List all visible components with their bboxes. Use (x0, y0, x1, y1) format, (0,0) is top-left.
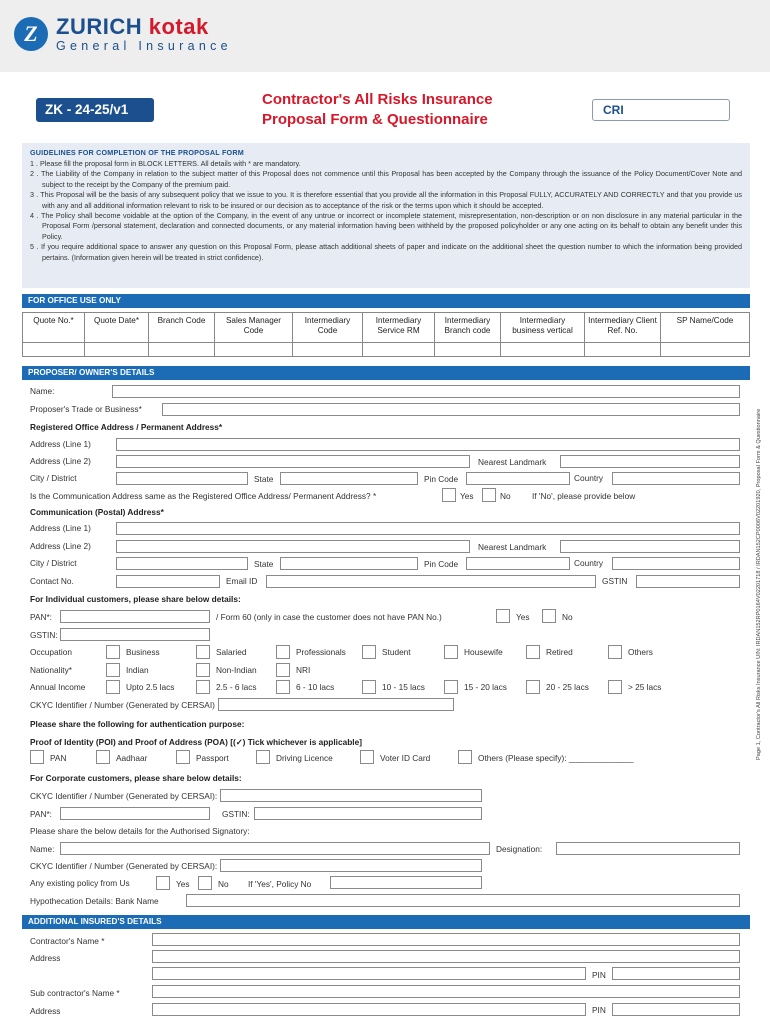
contact-label: Contact No. (30, 576, 74, 586)
form-title (262, 90, 493, 130)
col-business-vertical: Intermediary business vertical (501, 313, 585, 343)
reg-country-field[interactable] (612, 472, 740, 485)
inc-option: > 25 lacs (628, 682, 662, 692)
col-service-rm: Intermediary Service RM (363, 313, 435, 343)
poi-heading: Proof of Identity (POI) and Proof of Address (POA) [(✓) Tick whichever is applicable] (30, 737, 362, 747)
office-use-table (22, 312, 750, 357)
individual-heading: For Individual customers, please share below details: (30, 594, 241, 604)
poi-aadhaar-checkbox[interactable] (96, 750, 110, 764)
auth-heading: Please share the following for authentication purpose: (30, 719, 245, 729)
existing-yes-checkbox[interactable] (156, 876, 170, 890)
yes-label: Yes (176, 879, 190, 889)
occupation-label: Occupation (30, 647, 72, 657)
sig-ckyc-field[interactable] (220, 859, 482, 872)
side-footer-text: Page 1, Contractor's All Risks Insurance UIN: IRDAN152RP0164V02201718 / IRDAN152CP0006V02201920, Proposal Form & Questionnaire (756, 408, 762, 760)
zurich-z-icon: Z (14, 17, 48, 51)
occ-option: Salaried (216, 647, 247, 657)
existing-no-checkbox[interactable] (198, 876, 212, 890)
designation-label: Designation: (496, 844, 543, 854)
poi-pan-checkbox[interactable] (30, 750, 44, 764)
email-label: Email ID (226, 576, 258, 586)
office-cell[interactable] (435, 343, 501, 357)
city-label: City / District (30, 558, 77, 568)
hypothecation-label: Hypothecation Details: Bank Name (30, 896, 159, 906)
guideline-item: 4 . The Policy shall become voidable at the option of the Company, in the event of any untrue or incorrect or incomplete statement, misrepresentation, non-description or on non disclosure in any material particular in the Proposal Form /personal statement, declaration and connected documents, or any material information having been withheld by the proposed policyholder or any one acting on its behalf to obtain any benefit under this Policy. (30, 211, 742, 241)
bank-name-field[interactable] (186, 894, 740, 907)
guideline-item: 1 . Please fill the proposal form in BLOCK LETTERS. All details with * are mandatory. (30, 159, 301, 168)
comm-addr2-field[interactable] (116, 540, 470, 553)
inc-checkbox[interactable] (106, 680, 120, 694)
gstin-field[interactable] (636, 575, 740, 588)
inc-option: 2.5 - 6 lacs (216, 682, 257, 692)
poi-others-checkbox[interactable] (458, 750, 472, 764)
reg-city-field[interactable] (116, 472, 248, 485)
nat-option: NRI (296, 665, 311, 675)
indiv-gstin-field[interactable] (60, 628, 210, 641)
inc-option: 6 - 10 lacs (296, 682, 335, 692)
col-branch-code: Branch Code (149, 313, 215, 343)
additional-insured-heading: ADDITIONAL INSURED'S DETAILS (22, 915, 750, 929)
poi-option: Driving Licence (276, 753, 333, 763)
if-no-note: If 'No', please provide below (532, 491, 636, 501)
comm-same-no-checkbox[interactable] (482, 488, 496, 502)
city-label: City / District (30, 473, 77, 483)
poi-option: PAN (50, 753, 67, 763)
no-label: No (562, 612, 573, 622)
no-label: No (218, 879, 229, 889)
form-type-box: CRI (592, 99, 730, 121)
form60-label: / Form 60 (only in case the customer does not have PAN No.) (216, 612, 442, 622)
email-field[interactable] (266, 575, 596, 588)
poi-dl-checkbox[interactable] (256, 750, 270, 764)
pin-label: Pin Code (424, 474, 459, 484)
state-label: State (254, 559, 274, 569)
corp-gstin-label: GSTIN: (222, 809, 250, 819)
nat-nri-checkbox[interactable] (276, 663, 290, 677)
office-cell[interactable] (363, 343, 435, 357)
ckyc-field[interactable] (218, 698, 454, 711)
comm-same-question: Is the Communication Address same as the Registered Office Address/ Permanent Address? * (30, 491, 377, 501)
country-label: Country (574, 473, 604, 483)
reg-address-heading: Registered Office Address / Permanent Address* (30, 422, 223, 432)
col-sales-manager: Sales Manager Code (215, 313, 293, 343)
nat-indian-checkbox[interactable] (106, 663, 120, 677)
occ-option: Student (382, 647, 411, 657)
nat-option: Indian (126, 665, 149, 675)
office-cell[interactable] (85, 343, 149, 357)
trade-field[interactable] (162, 403, 740, 416)
poi-option: Voter ID Card (380, 753, 431, 763)
col-branch-code-int: Intermediary Branch code (435, 313, 501, 343)
reg-addr2-field[interactable] (116, 455, 470, 468)
signatory-label: Please share the below details for the Authorised Signatory: (30, 826, 250, 836)
occ-housewife-checkbox[interactable] (444, 645, 458, 659)
occ-salaried-checkbox[interactable] (196, 645, 210, 659)
name-label: Name: (30, 844, 55, 854)
policy-no-field[interactable] (330, 876, 482, 889)
nat-option: Non-Indian (216, 665, 257, 675)
poi-passport-checkbox[interactable] (176, 750, 190, 764)
col-client-ref: Intermediary Client Ref. No. (585, 313, 661, 343)
office-cell[interactable] (215, 343, 293, 357)
inc-option: 15 - 20 lacs (464, 682, 507, 692)
guideline-item: 3 . This Proposal will be the basis of any subsequent policy that we issue to you. It is therefore essential that you provide all the information in this Proposal FULLY, ACCURATELY AND CORRECTLY and that you provide us with any and all additional information relevant to risk to be insured or our decision as to acceptance of the risk or the terms upon which it should be accepted. (30, 190, 742, 210)
gstin-label: GSTIN: (30, 630, 58, 640)
landmark-label: Nearest Landmark (478, 457, 547, 467)
contact-field[interactable] (116, 575, 220, 588)
guideline-item: 2 . The Liability of the Company in relation to the subject matter of this Proposal does not commence until this Proposal has been accepted by the Company through the issuance of the Policy Document/Cover Note and subject to the receipt by the Company of the premium paid. (30, 169, 742, 189)
reg-landmark-field[interactable] (560, 455, 740, 468)
trade-label: Proposer's Trade or Business* (30, 404, 142, 414)
comm-pin-field[interactable] (466, 557, 570, 570)
guidelines-box (22, 143, 750, 288)
poi-option: Passport (196, 753, 229, 763)
subcontractor-addr-field[interactable] (152, 1003, 586, 1016)
reg-pin-field[interactable] (466, 472, 570, 485)
brand-zurich: ZURICH (56, 14, 143, 39)
pin-label: Pin Code (424, 559, 459, 569)
address-label: Address (30, 953, 61, 963)
brand-kotak: kotak (148, 14, 209, 39)
subcontractor-pin-field[interactable] (612, 1003, 740, 1016)
occ-option: Housewife (464, 647, 503, 657)
nationality-label: Nationality* (30, 665, 72, 675)
occ-option: Retired (546, 647, 573, 657)
sig-ckyc-label: CKYC Identifier / Number (Generated by CERSAI): (30, 861, 218, 871)
yes-label: Yes (516, 612, 530, 622)
comm-addr1-field[interactable] (116, 522, 740, 535)
occ-option: Others (628, 647, 653, 657)
form60-no-checkbox[interactable] (542, 609, 556, 623)
signatory-name-field[interactable] (60, 842, 490, 855)
contractor-addr-field[interactable] (152, 950, 740, 963)
inc-checkbox[interactable] (608, 680, 622, 694)
col-quote-no: Quote No.* (23, 313, 85, 343)
addr2-label: Address (Line 2) (30, 456, 91, 466)
occ-business-checkbox[interactable] (106, 645, 120, 659)
ckyc-label: CKYC Identifier / Number (Generated by CERSAI) (30, 700, 215, 710)
col-sp-name: SP Name/Code (661, 313, 750, 343)
addr1-label: Address (Line 1) (30, 523, 91, 533)
address-label: Address (30, 1006, 61, 1016)
guidelines-list (30, 159, 742, 263)
guideline-item: 5 . If you require additional space to answer any question on this Proposal Form, please attach additional sheets of paper and indicate on the additional sheet the question number to which the information being provided pertains. (Information given herein will be treated in strict confidence). (30, 242, 742, 262)
corp-ckyc-label: CKYC Identifier / Number (Generated by CERSAI): (30, 791, 218, 801)
contractor-name-label: Contractor's Name * (30, 936, 105, 946)
poi-others-label: Others (Please specify): ______________ (478, 753, 634, 763)
designation-field[interactable] (556, 842, 740, 855)
corp-pan-label: PAN*: (30, 809, 52, 819)
corp-pan-field[interactable] (60, 807, 210, 820)
form-code-badge: ZK - 24-25/v1 (36, 98, 154, 122)
state-label: State (254, 474, 274, 484)
addr1-label: Address (Line 1) (30, 439, 91, 449)
pin-label: PIN (592, 970, 606, 980)
office-cell[interactable] (501, 343, 585, 357)
inc-option: 10 - 15 lacs (382, 682, 425, 692)
office-use-heading: FOR OFFICE USE ONLY (22, 294, 750, 308)
occ-option: Professionals (296, 647, 346, 657)
title-line-2: Proposal Form & Questionnaire (262, 111, 488, 128)
income-label: Annual Income (30, 682, 86, 692)
proposer-name-field[interactable] (112, 385, 740, 398)
guidelines-heading: GUIDELINES FOR COMPLETION OF THE PROPOSAL FORM (30, 148, 244, 157)
reg-addr1-field[interactable] (116, 438, 740, 451)
subcontractor-name-label: Sub contractor's Name * (30, 988, 120, 998)
col-intermediary-code: Intermediary Code (293, 313, 363, 343)
corporate-heading: For Corporate customers, please share below details: (30, 773, 242, 783)
contractor-pin-field[interactable] (612, 967, 740, 980)
inc-checkbox[interactable] (276, 680, 290, 694)
proposer-heading: PROPOSER/ OWNER'S DETAILS (22, 366, 750, 380)
title-line-1: Contractor's All Risks Insurance (262, 91, 493, 108)
occ-option: Business (126, 647, 160, 657)
comm-address-heading: Communication (Postal) Address* (30, 507, 164, 517)
office-cell[interactable] (293, 343, 363, 357)
poi-voter-checkbox[interactable] (360, 750, 374, 764)
pan-label: PAN*: (30, 612, 52, 622)
country-label: Country (574, 558, 604, 568)
pan-field[interactable] (60, 610, 210, 623)
occ-student-checkbox[interactable] (362, 645, 376, 659)
contractor-addr2-field[interactable] (152, 967, 586, 980)
corp-ckyc-field[interactable] (220, 789, 482, 802)
poi-option: Aadhaar (116, 753, 148, 763)
company-logo (14, 14, 232, 53)
inc-checkbox[interactable] (196, 680, 210, 694)
office-cell[interactable] (149, 343, 215, 357)
occ-others-checkbox[interactable] (608, 645, 622, 659)
brand-subtitle: General Insurance (56, 39, 232, 53)
comm-city-field[interactable] (116, 557, 248, 570)
comm-country-field[interactable] (612, 557, 740, 570)
existing-policy-label: Any existing policy from Us (30, 878, 130, 888)
inc-option: Upto 2.5 lacs (126, 682, 175, 692)
policy-no-label: If 'Yes', Policy No (248, 879, 312, 889)
addr2-label: Address (Line 2) (30, 541, 91, 551)
nat-nonindian-checkbox[interactable] (196, 663, 210, 677)
occ-professionals-checkbox[interactable] (276, 645, 290, 659)
col-quote-date: Quote Date* (85, 313, 149, 343)
form60-yes-checkbox[interactable] (496, 609, 510, 623)
inc-option: 20 - 25 lacs (546, 682, 589, 692)
comm-landmark-field[interactable] (560, 540, 740, 553)
inc-checkbox[interactable] (444, 680, 458, 694)
office-cell[interactable] (23, 343, 85, 357)
pin-label: PIN (592, 1005, 606, 1015)
proposer-name-label: Name: (30, 386, 55, 396)
subcontractor-name-field[interactable] (152, 985, 740, 998)
yes-label: Yes (460, 491, 474, 501)
occ-retired-checkbox[interactable] (526, 645, 540, 659)
corp-gstin-field[interactable] (254, 807, 482, 820)
inc-checkbox[interactable] (362, 680, 376, 694)
reg-state-field[interactable] (280, 472, 418, 485)
landmark-label: Nearest Landmark (478, 542, 547, 552)
comm-same-yes-checkbox[interactable] (442, 488, 456, 502)
inc-checkbox[interactable] (526, 680, 540, 694)
gstin-label: GSTIN (602, 576, 628, 586)
contractor-name-field[interactable] (152, 933, 740, 946)
comm-state-field[interactable] (280, 557, 418, 570)
office-cell[interactable] (661, 343, 750, 357)
office-cell[interactable] (585, 343, 661, 357)
no-label: No (500, 491, 511, 501)
